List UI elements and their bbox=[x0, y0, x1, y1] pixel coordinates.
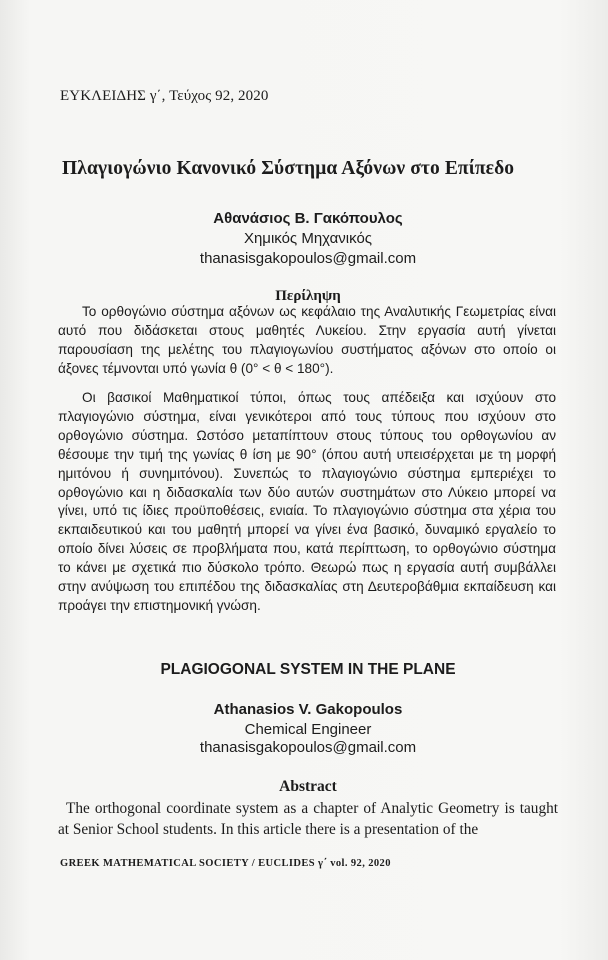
abstract-heading-english: Abstract bbox=[279, 778, 337, 795]
author-profession-greek: Χημικός Μηχανικός bbox=[243, 230, 373, 247]
author-profession-english: Chemical Engineer bbox=[244, 721, 372, 738]
abstract-heading-greek: Περίληψη bbox=[275, 288, 341, 304]
abstract-english-text: The orthogonal coordinate system as a chapter of Analytic Geometry is taught at Senior School students. In this article there is a presentation of the bbox=[58, 800, 558, 838]
abstract-paragraph-1: Το ορθογώνιο σύστημα αξόνων ως κεφάλαιο της Αναλυτικής Γεωμετρίας είναι αυτό που διδάσκεται στους μαθητές Λυκείου. Στην εργασία αυτή γίνεται παρουσίαση της μελέτης του πλαγιογωνίου συστήματος αξόνων στο οποίο οι άξονες τέμνονται υπό γωνία θ (0° < θ < 180°). bbox=[58, 304, 556, 376]
author-name-greek: Αθανάσιος Β. Γακόπουλος bbox=[213, 210, 403, 227]
author-email-greek: thanasisgakopoulos@gmail.com bbox=[199, 250, 417, 267]
author-email-english: thanasisgakopoulos@gmail.com bbox=[199, 739, 417, 756]
abstract-paragraph-2: Οι βασικοί Μαθηματικοί τύποι, όπως τους απέδειξα και ισχύουν στο πλαγιογώνιο σύστημα, είναι γενικότεροι από τους τύπους που ισχύουν στο ορθογώνιο σύστημα. Ωστόσο μεταπίπτουν στους τύπους του ορθογωνίου αν θέσουμε την τιμή της γωνίας θ ίση με 90° (όπου αυτή υπεισέρχεται με τη μορφή ημιτόνου ή συνημιτόνου). Συνεπώς το πλαγιογώνιο σύστημα εμπεριέχει το ορθογώνιο και η διδασκαλία των δύο αυτών συστημάτων στο Λύκειο μπορεί να γίνει, υπό τις ίδιες προϋποθέσεις, ενιαία. Το πλαγιογώνιο σύστημα στα χέρια του εκπαιδευτικού και του μαθητή μπορεί να γίνει ένα βασικό, δυναμικό εργαλείο το οποίο δίνει λύσεις σε προβλήματα που, κατά περίπτωση, το ορθογώνιο σύστημα το κάνει με σχετικά πιο δύσκολο τρόπο. Θεωρώ πως η εργασία αυτή συμβάλλει στην ανύψωση του επιπέδου της διδασκαλίας στη Δευτεροβάθμια εκπαίδευση και προάγει την επιστημονική γνώση. bbox=[58, 390, 556, 613]
journal-footer: GREEK MATHEMATICAL SOCIETY / EUCLIDES γ΄ vol. 92, 2020 bbox=[60, 858, 391, 869]
author-name-english: Athanasios V. Gakopoulos bbox=[213, 701, 403, 718]
journal-header: ΕΥΚΛΕΙΔΗΣ γ΄, Τεύχος 92, 2020 bbox=[60, 88, 269, 104]
article-title: Πλαγιογώνιο Κανονικό Σύστημα Αξόνων στο Επίπεδο bbox=[62, 158, 515, 179]
article-title-english: PLAGIOGONAL SYSTEM IN THE PLANE bbox=[160, 661, 456, 678]
